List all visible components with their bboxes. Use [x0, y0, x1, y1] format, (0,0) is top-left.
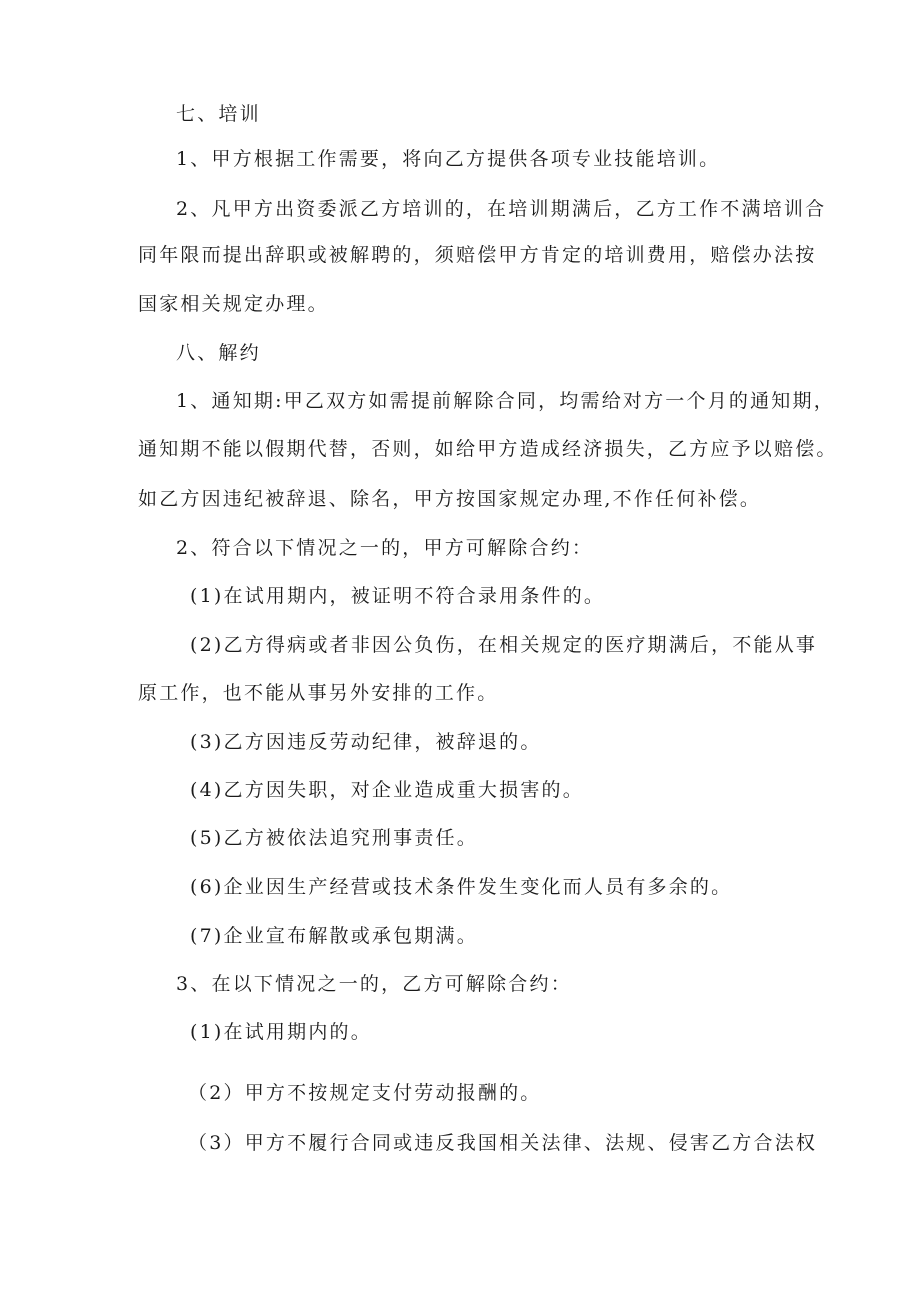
paragraph-training-2-line-2: 同年限而提出辞职或被解聘的，须赔偿甲方肯定的培训费用，赔偿办法按 [138, 244, 817, 266]
list-item-employer-1: (1)在试用期内，被证明不符合录用条件的。 [190, 585, 606, 607]
paragraph-training-2-line-3: 国家相关规定办理。 [138, 293, 329, 315]
list-item-employer-2-line-1: (2)乙方得病或者非因公负伤，在相关规定的医疗期满后，不能从事 [190, 634, 818, 656]
paragraph-termination-1-line-3: 如乙方因违纪被辞退、除名，甲方按国家规定办理,不作任何补偿。 [138, 488, 762, 510]
list-item-employee-3: （3）甲方不履行合同或违反我国相关法律、法规、侵害乙方合法权 [188, 1132, 818, 1154]
section-heading-termination: 八、解约 [176, 342, 261, 364]
paragraph-training-1: 1、甲方根据工作需要，将向乙方提供各项专业技能培训。 [176, 148, 721, 170]
list-item-employer-4: (4)乙方因失职，对企业造成重大损害的。 [190, 779, 584, 801]
paragraph-termination-2: 2、符合以下情况之一的，甲方可解除合约： [176, 537, 594, 559]
list-item-employer-6: (6)企业因生产经营或技术条件发生变化而人员有多余的。 [190, 876, 733, 898]
section-heading-training: 七、培训 [176, 103, 261, 125]
paragraph-training-2-line-1: 2、凡甲方出资委派乙方培训的，在培训期满后，乙方工作不满培训合 [176, 198, 827, 220]
list-item-employee-2: （2）甲方不按规定支付劳动报酬的。 [188, 1082, 542, 1104]
list-item-employer-2-line-2: 原工作，也不能从事另外安排的工作。 [138, 682, 499, 704]
paragraph-termination-1-line-1: 1、通知期:甲乙双方如需提前解除合同，均需给对方一个月的通知期， [176, 390, 835, 412]
list-item-employer-3: (3)乙方因违反劳动纪律，被辞退的。 [190, 731, 542, 753]
paragraph-termination-1-line-2: 通知期不能以假期代替，否则，如给甲方造成经济损失，乙方应予以赔偿。 [138, 438, 838, 460]
paragraph-termination-3: 3、在以下情况之一的，乙方可解除合约： [176, 973, 572, 995]
list-item-employer-7: (7)企业宣布解散或承包期满。 [190, 925, 478, 947]
list-item-employer-5: (5)乙方被依法追究刑事责任。 [190, 827, 478, 849]
list-item-employee-1: (1)在试用期内的。 [190, 1021, 372, 1043]
